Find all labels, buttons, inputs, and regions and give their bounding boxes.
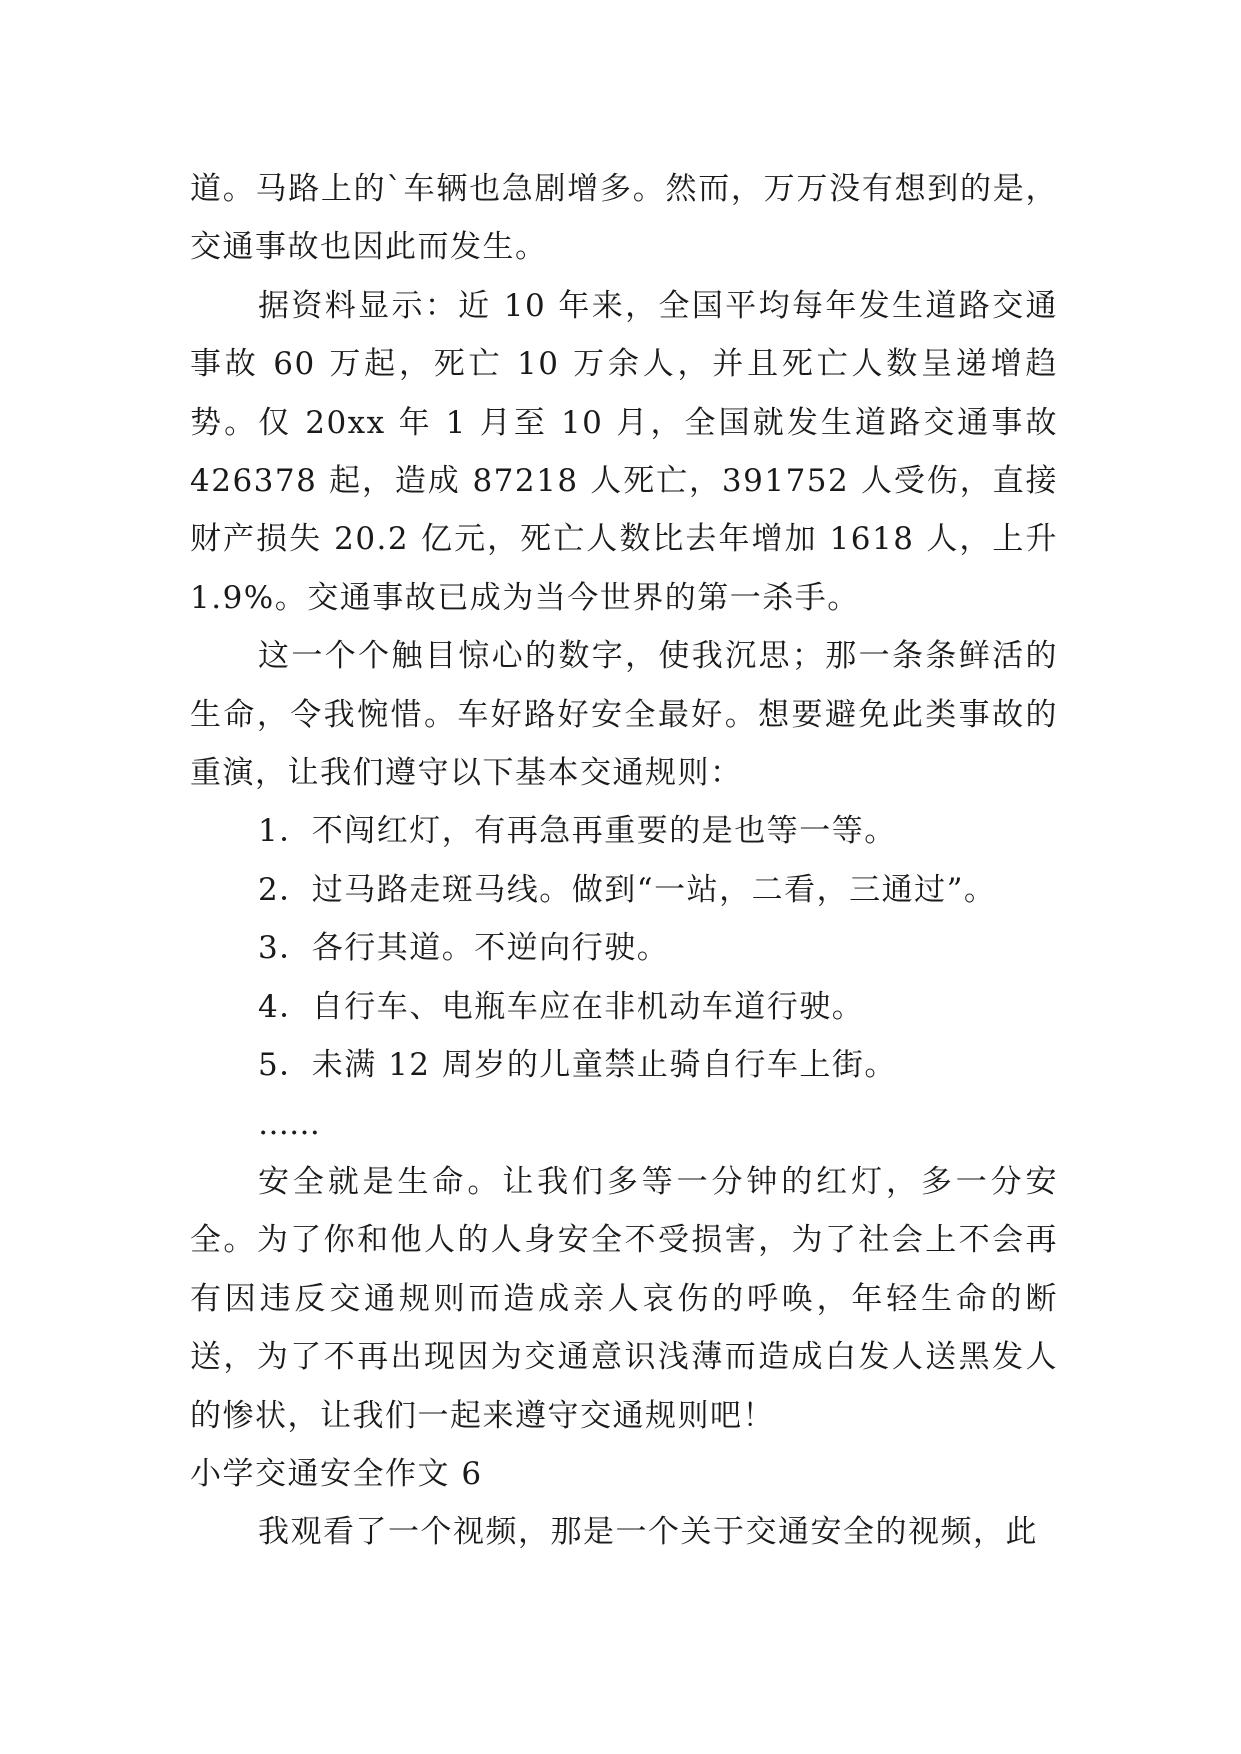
- paragraph-closing: 安全就是生命。让我们多等一分钟的红灯，多一分安全。为了你和他人的人身安全不受损害，为了社会上不会再有因违反交通规则而造成亲人哀伤的呼唤，年轻生命的断送，为了不再出现因为交通意识浅薄而造成白发人送黑发人的惨状，让我们一起来遵守交通规则吧！: [190, 1163, 1058, 1434]
- rule-item-2: 2．过马路走斑马线。做到“一站，二看，三通过”。: [258, 871, 997, 908]
- section-heading: 小学交通安全作文 6: [190, 1455, 483, 1492]
- traffic-rules-list: [190, 802, 1058, 1152]
- rule-item-3: 3．各行其道。不逆向行驶。: [258, 930, 670, 967]
- paragraph-reflection: 这一个个触目惊心的数字，使我沉思；那一条条鲜活的生命，令我惋惜。车好路好安全最好。想要避免此类事故的重演，让我们遵守以下基本交通规则：: [190, 638, 1058, 792]
- list-ellipsis: ……: [258, 1105, 320, 1142]
- paragraph-statistics: 据资料显示：近 10 年来，全国平均每年发生道路交通事故 60 万起，死亡 10 万余人，并且死亡人数呈递增趋势。仅 20xx 年 1 月至 10 月，全国就发生道路交通事故 426378 起，造成 87218 人死亡，391752 人受伤，直接财产损失 20.2 亿元，死亡人数比去年增加 1618 人，上升 1.9%。交通事故已成为当今世界的第一杀手。: [190, 287, 1058, 616]
- rule-item-5: 5．未满 12 周岁的儿童禁止骑自行车上街。: [258, 1047, 897, 1084]
- rule-item-1: 1．不闯红灯，有再急再重要的是也等一等。: [258, 813, 897, 850]
- paragraph-next-essay: 我观看了一个视频，那是一个关于交通安全的视频，此: [258, 1514, 1038, 1551]
- document-body: [190, 160, 1058, 1562]
- rule-item-4: 4．自行车、电瓶车应在非机动车道行驶。: [258, 988, 865, 1025]
- paragraph-continuation: 道。马路上的`车辆也急剧增多。然而，万万没有想到的是，交通事故也因此而发生。: [190, 171, 1058, 266]
